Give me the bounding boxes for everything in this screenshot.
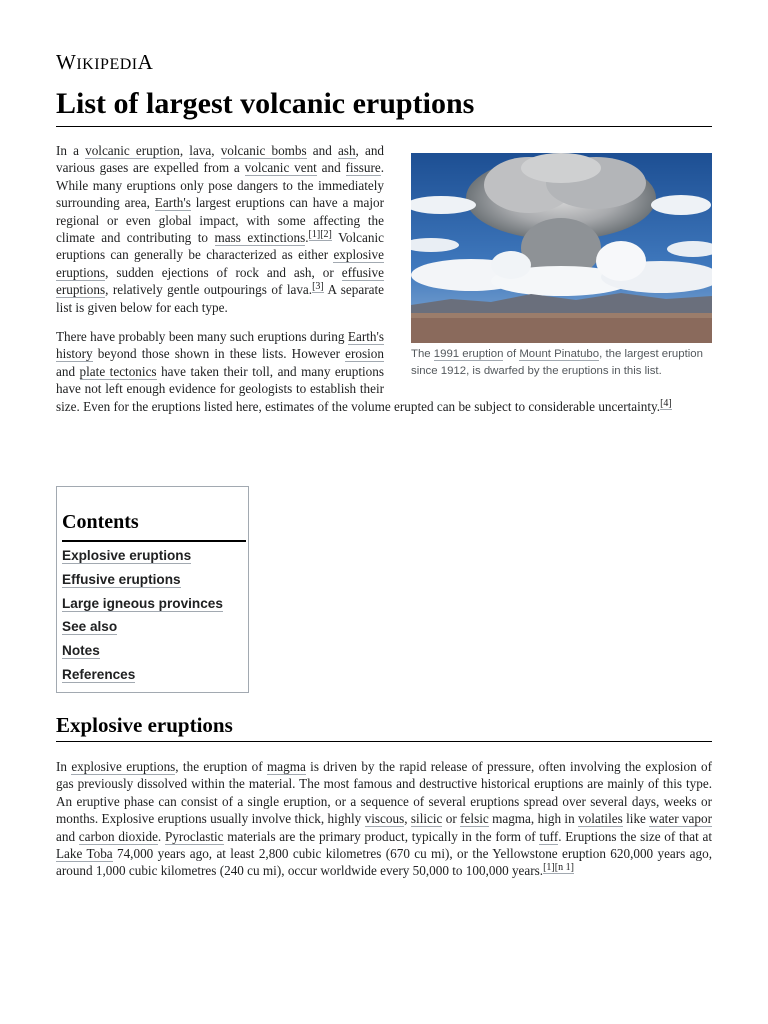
link-lake-toba[interactable]: Lake Toba	[56, 846, 113, 862]
citation-4[interactable]: [4]	[660, 397, 672, 409]
wikipedia-wordmark[interactable]: WIKIPEDIA	[56, 50, 154, 74]
figure-caption: The 1991 eruption of Mount Pinatubo, the largest eruption since 1912, is dwarfed by the eruptions in this list.	[411, 348, 703, 377]
link-lava[interactable]: lava	[189, 143, 212, 158]
link-earth[interactable]: Earth's	[154, 195, 191, 211]
toc-link-explosive-eruptions[interactable]: Explosive eruptions	[62, 548, 192, 563]
intro-section: The 1991 eruption of Mount Pinatubo, the largest eruption since 1912, is dwarfed by the eruptions in this list. In a volcanic eruption, lava, volcanic bombs and ash, and various gases are expelled from a volcanic vent and fissure. While many eruptions only pose dangers to the immediately surrounding area, Earth's largest eruptions can have a major regional or even global impact, with some affecting the climate and contributing to mass extinctions.[1][2] Volcanic eruptions can generally be characterized as either explosive eruptions, sudden ejections of rock and ash, or effusive eruptions, relatively gentle outpourings of lava.[3] A separate list is given below for each type. There have probably been many such eruptions during Earth's history beyond those shown in these lists. However erosion and plate tectonics have taken their toll, and many eruptions have not left enough evidence for geologists to establish their size. Even for the eruptions listed here, estimates of the volume erupted can be subject to considerable uncertainty.[4]	[56, 142, 712, 415]
toc-link-references[interactable]: References	[62, 666, 136, 682]
intro-paragraph-2: There have probably been many such eruptions during Earth's history beyond those shown in these lists. However erosion and plate tectonics have taken their toll, and many eruptions have not left enough evidence for geologists to establish their size. Even for the eruptions listed here, estimates of the volume erupted can be subject to considerable uncertainty.[4]	[56, 329, 672, 414]
link-erosion[interactable]: erosion	[345, 346, 384, 362]
pinatubo-figure	[411, 153, 712, 379]
link-1991-eruption[interactable]: 1991 eruption	[433, 348, 504, 360]
link-plate-tectonics[interactable]: plate tectonics	[79, 363, 157, 379]
link-volcanic-bombs[interactable]: volcanic bombs	[220, 143, 307, 158]
title-divider	[56, 126, 712, 127]
link-tuff[interactable]: tuff	[539, 828, 559, 844]
link-fissure[interactable]: fissure	[345, 160, 381, 176]
link-earths-history[interactable]: Earth's history	[56, 329, 384, 362]
link-ash[interactable]: ash	[337, 143, 356, 158]
toc-link-effusive-eruptions[interactable]: Effusive eruptions	[62, 571, 181, 587]
section-heading-explosive-eruptions: Explosive eruptions	[56, 713, 233, 737]
link-explosive-eruptions-2[interactable]: explosive eruptions	[71, 759, 176, 774]
toc-item	[62, 547, 223, 571]
toc-link-large-igneous-provinces[interactable]: Large igneous provinces	[62, 595, 223, 611]
toc-divider	[62, 540, 246, 542]
citation-1-note-1[interactable]: [1][n 1]	[543, 862, 574, 874]
link-pyroclastic[interactable]: Pyroclastic	[164, 828, 224, 844]
toc-link-see-also[interactable]: See also	[62, 619, 118, 635]
link-felsic[interactable]: felsic	[460, 811, 489, 827]
link-viscous[interactable]: viscous	[364, 811, 405, 827]
pinatubo-eruption-image[interactable]	[411, 153, 712, 343]
link-mass-extinctions[interactable]: mass extinctions	[214, 230, 306, 246]
page-title: List of largest volcanic eruptions	[56, 87, 475, 120]
link-mount-pinatubo[interactable]: Mount Pinatubo	[519, 348, 600, 360]
toc-item	[62, 595, 223, 619]
explosive-eruptions-paragraph: In explosive eruptions, the eruption of magma is driven by the rapid release of pressure, often involving the explosion of gas previously dissolved within the material. The most famous and destructive historical eruptions are mainly of this type. An eruptive phase can consist of a single eruption, or a sequence of several eruptions spread over several days, weeks or months. Explosive eruptions usually involve thick, highly viscous, silicic or felsic magma, high in volatiles like water vapor and carbon dioxide. Pyroclastic materials are the primary product, typically in the form of tuff. Eruptions the size of that at Lake Toba 74,000 years ago, at least 2,800 cubic kilometres (670 cu mi), or the Yellowstone eruption 620,000 years ago, around 1,000 cubic kilometres (240 cu mi), occur worldwide every 50,000 to 100,000 years.[1][n 1]	[56, 759, 712, 879]
toc-list	[62, 547, 223, 690]
link-volatiles[interactable]: volatiles	[578, 811, 623, 827]
link-effusive-eruptions[interactable]: effusive eruptions	[56, 264, 384, 298]
table-of-contents	[56, 486, 249, 693]
toc-item	[62, 618, 223, 642]
link-volcanic-vent[interactable]: volcanic vent	[244, 160, 317, 176]
link-volcanic-eruption[interactable]: volcanic eruption	[85, 143, 180, 158]
section-divider	[56, 741, 712, 742]
link-explosive-eruptions[interactable]: explosive eruptions	[56, 247, 384, 280]
link-magma[interactable]: magma	[267, 759, 306, 774]
citation-1-2[interactable]: [1][2]	[308, 229, 332, 241]
toc-item	[62, 571, 223, 595]
link-carbon-dioxide[interactable]: carbon dioxide	[78, 828, 158, 844]
toc-link-notes[interactable]: Notes	[62, 643, 100, 659]
toc-item	[62, 666, 223, 690]
link-water-vapor[interactable]: water vapor	[649, 811, 712, 827]
link-silicic[interactable]: silicic	[410, 811, 443, 827]
citation-3[interactable]: [3]	[312, 281, 324, 293]
toc-item	[62, 642, 223, 666]
toc-title: Contents	[62, 511, 139, 533]
